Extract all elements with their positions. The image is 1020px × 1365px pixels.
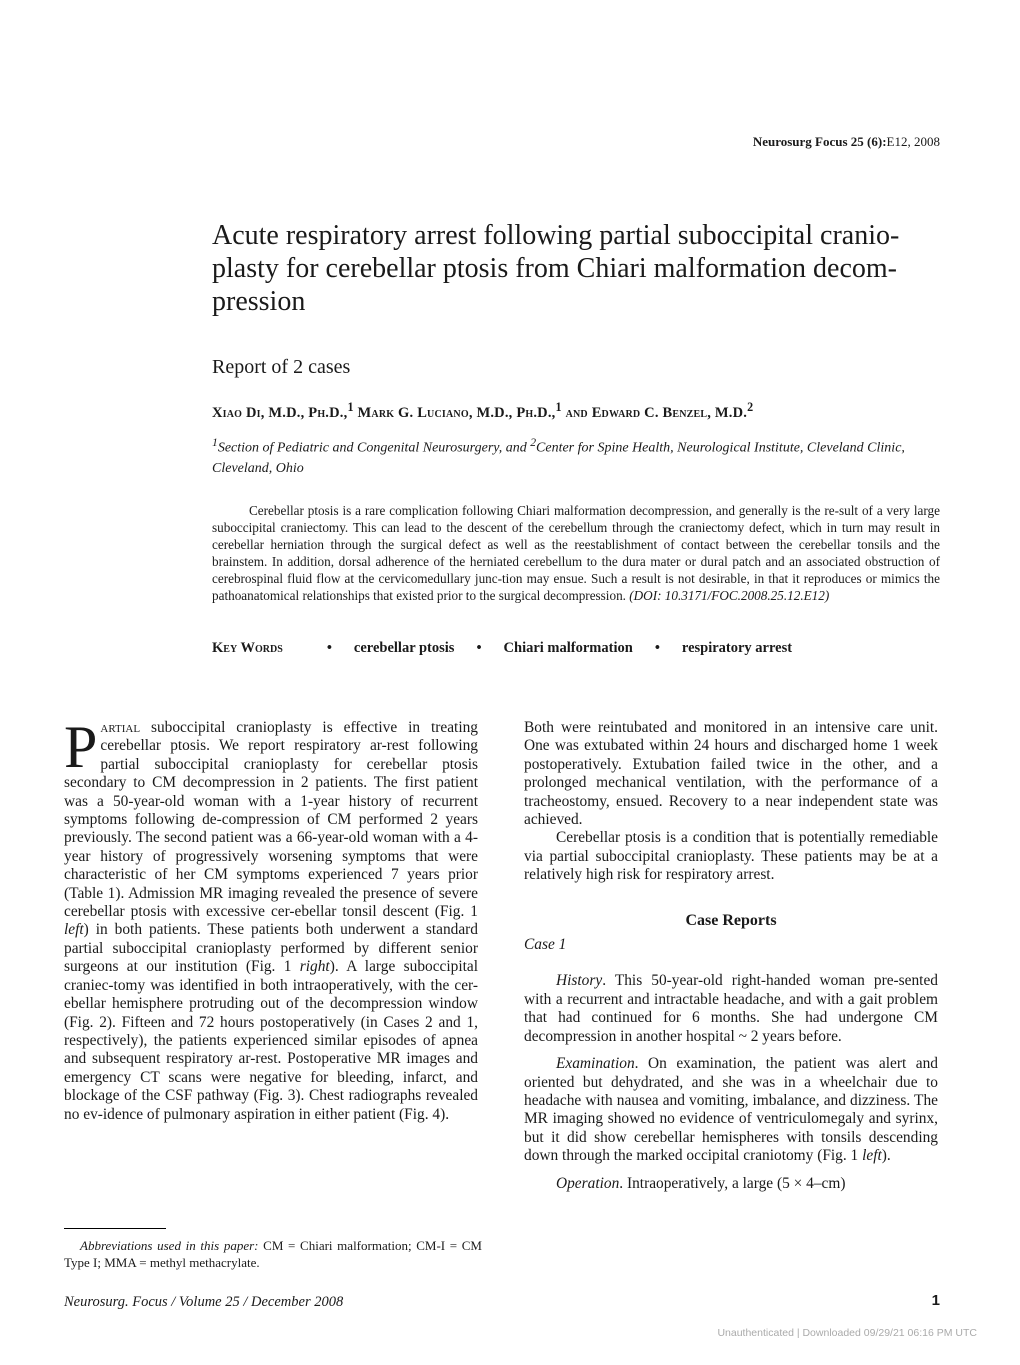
figure-panel-ref: left [64, 921, 84, 939]
operation-text: . Intraoperatively, a large (5 × 4–cm) [619, 1174, 846, 1192]
intro-text: ). A large suboccipital craniec-tomy was identified in both intraoperatively, with the cer-ebellar hemisphere protruding out of the decompression window (Fig. 2). Fifteen and 72 hours postoperatively (in Cases 2 and 1, respectively), the patients experienced similar episodes of apnea and subsequent respiratory ar-rest. Postoperative MR images and emergency CT scans were negative for bleeding, infarct, and blockage of the CSF pathway (Fig. 3). Chest radiographs revealed no ev-idence of pulmonary aspiration in either patient (Fig. 4). [64, 958, 478, 1123]
download-stamp: Unauthenticated | Downloaded 09/29/21 06:16 PM UTC [717, 1327, 977, 1339]
operation-paragraph [524, 1175, 938, 1193]
case-heading: Case 1 [524, 936, 567, 954]
examination-text: . On examination, the patient was alert and oriented but dehydrated, and she was in a wheelchair due to headache with nausea and vomiting, imbalance, and dizziness. The MR imaging showed no evidence of ventriculomegaly and syrinx, but it did show cerebellar hemispheres with tonsils descending down through the marked occipital craniotomy (Fig. 1 [524, 1055, 938, 1165]
affiliations [212, 433, 942, 479]
keywords-label: Key Words [212, 640, 283, 656]
examination-paragraph [524, 1055, 938, 1165]
lead-in-word: artial [100, 719, 141, 736]
history-label: History [556, 972, 603, 990]
author-2: Mark G. Luciano, M.D., Ph.D., [353, 404, 556, 421]
keyword-bullet: • [654, 640, 660, 656]
figure-panel-ref: right [299, 958, 330, 976]
examination-label: Examination [556, 1055, 635, 1073]
body-column-right [524, 719, 938, 1193]
footnote-label: Abbreviations used in this paper: [80, 1238, 259, 1253]
outcome-paragraph: Both were reintubated and monitored in an intensive care unit. One was extubated within 24 hours and discharged home 1 week postoperatively. Extubation failed twice in the other, and a prolonged mechanical ventilation, with the performance of a tracheostomy, ensued. Recovery to a near independent state was achieved. [524, 719, 938, 829]
abbreviations-footnote [64, 1237, 482, 1271]
author-conjunction: and [561, 404, 592, 421]
operation-label: Operation [556, 1174, 620, 1192]
author-2-affiliation-mark: 1 [555, 400, 562, 414]
keywords [212, 640, 942, 657]
journal-citation: E12, 2008 [886, 134, 940, 149]
article-subtitle: Report of 2 cases [212, 356, 351, 378]
keyword-bullet: • [476, 640, 482, 656]
history-paragraph [524, 972, 938, 1046]
drop-cap: P [64, 714, 98, 780]
author-1-affiliation-mark: 1 [347, 400, 354, 414]
running-footer: Neurosurg. Focus / Volume 25 / December 2008 [64, 1294, 344, 1310]
summary-paragraph: Cerebellar ptosis is a condition that is potentially remediable via partial suboccipital cranioplasty. These patients may be at a relatively high risk for respiratory arrest. [524, 829, 938, 884]
journal-name: Neurosurg Focus 25 (6): [752, 134, 887, 149]
keyword-item: Chiari malformation [503, 640, 633, 656]
examination-text: ). [881, 1147, 891, 1165]
body-column-left [64, 714, 478, 1124]
page-number: 1 [931, 1292, 940, 1309]
intro-text: suboccipital cranioplasty is effective in treating cerebellar ptosis. We report respiratory ar-rest following partial suboccipital cranioplasty for cerebellar ptosis secondary to CM decompression in 2 patients. The first patient was a 50-year-old woman with a 1-year history of recurrent symptoms following de-compression of CM performed 2 years previously. The second patient was a 66-year-old woman with a 4-year history of progressively worsening symptoms that were characteristic of her CM symptoms experienced 7 years prior (Table 1). Admission MR imaging revealed the presence of severe cerebellar ptosis with excessive cer-ebellar tonsil descent (Fig. 1 [64, 719, 478, 921]
affiliation-1: Section of Pediatric and Congenital Neurosurgery, and [217, 440, 531, 456]
intro-paragraph [64, 714, 478, 1124]
author-list [212, 400, 753, 422]
section-heading: Case Reports [685, 911, 777, 929]
affiliation-1-mark: 1 [212, 436, 218, 449]
history-text: . This 50-year-old right-handed woman pre-sented with a recurrent and intractable headache, and with a gait problem that had continued for 6 months. She had undergone CM decompression in another hospital ~ 2 years before. [524, 972, 938, 1045]
footnote-divider [64, 1228, 166, 1229]
abstract-doi: (DOI: 10.3171/FOC.2008.25.12.E12) [629, 588, 830, 604]
author-3-affiliation-mark: 2 [747, 400, 754, 414]
keyword-item: cerebellar ptosis [353, 640, 455, 656]
abstract [212, 502, 940, 605]
author-1: Xiao Di, M.D., Ph.D., [212, 404, 348, 421]
author-3: Edward C. Benzel, M.D. [591, 404, 748, 421]
article-title: Acute respiratory arrest following partial suboccipital cranio-plasty for cerebellar ptosis from Chiari malformation decom-pression [212, 220, 900, 317]
figure-panel-ref: left [862, 1147, 882, 1165]
abstract-text: Cerebellar ptosis is a rare complication following Chiari malformation decompression, and generally is the re-sult of a very large suboccipital craniectomy. This can lead to the descent of the cerebellum through the craniectomy defect, which in turn may result in cerebellar herniation through the surgical defect as well as the reestablishment of contact between the cerebellar tonsils and the brainstem. In addition, dorsal adherence of the herniated cerebellum to the dura mater or dural patch and an associated obstruction of cerebrospinal fluid flow at the cervicomedullary junc-tion may ensue. Such a result is not desirable, in that it reproduces or mimics the pathoanatomical relationships that existed prior to the surgical decompression. [212, 503, 940, 604]
affiliation-2-mark: 2 [530, 436, 537, 449]
affiliation-2: Center for Spine Health, Neurological Institute, Cleveland Clinic, Cleveland, Ohio [212, 440, 905, 476]
footnote-text: CM = Chiari malformation; CM-I = CM Type I; MMA = methyl methacrylate. [64, 1238, 482, 1270]
keyword-bullet: • [326, 640, 332, 656]
intro-text: ) in both patients. These patients both underwent a standard partial suboccipital cranioplasty performed by different senior surgeons at our institution (Fig. 1 [64, 921, 478, 976]
keyword-item: respiratory arrest [681, 640, 793, 656]
journal-reference [753, 134, 940, 150]
